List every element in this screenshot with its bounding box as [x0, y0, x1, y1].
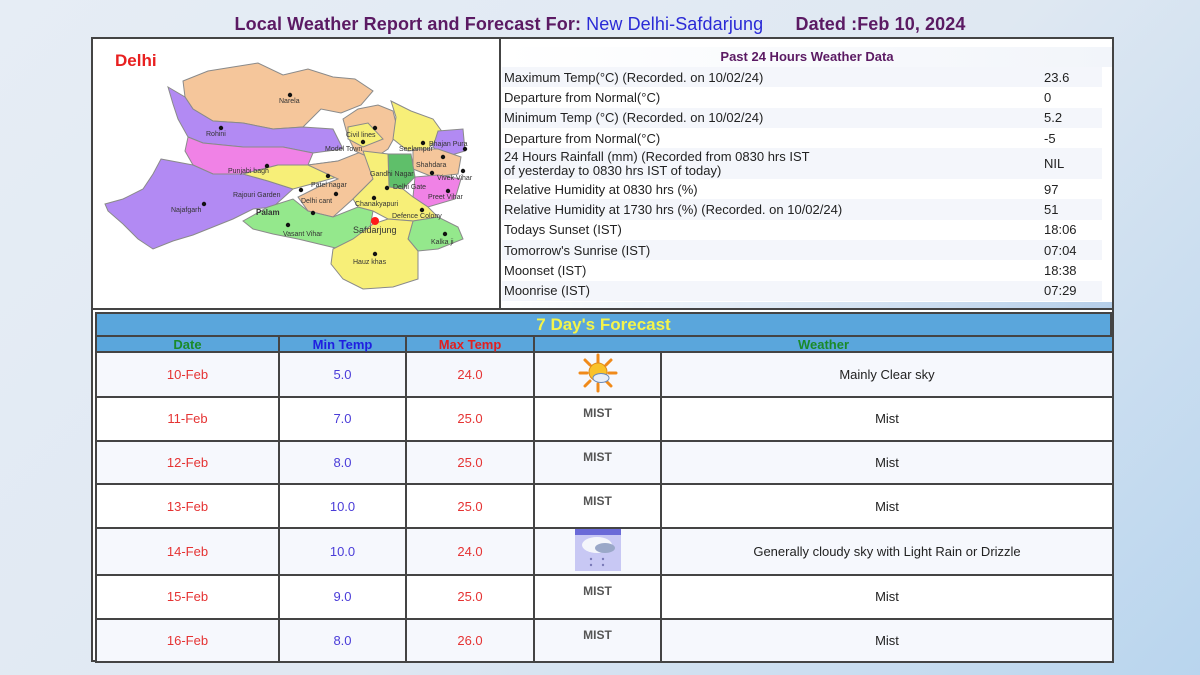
- svg-text:Delhi Gate: Delhi Gate: [393, 184, 427, 191]
- map-title: Delhi: [115, 51, 157, 70]
- past-row-moonset: Moonset (IST) 18:38: [504, 263, 1077, 279]
- station-name: New Delhi-Safdarjung: [586, 14, 764, 34]
- svg-text:Safdarjung: Safdarjung: [353, 225, 397, 235]
- svg-text:Defence Colony: Defence Colony: [392, 213, 442, 220]
- title-prefix: Local Weather Report and Forecast For:: [234, 14, 582, 34]
- forecast-row: 13-Feb 10.0 25.0 MIST Mist: [96, 484, 1113, 528]
- svg-text:Model Town: Model Town: [325, 146, 363, 153]
- safdarjung-marker: [371, 217, 379, 225]
- forecast-header-row: [96, 336, 1113, 352]
- forecast-row: 16-Feb 8.0 26.0 MIST Mist: [96, 619, 1113, 663]
- forecast-row: 14-Feb 10.0 24.0 Generally cloudy sky with Light Rain or Drizzle: [96, 528, 1113, 575]
- mist-icon: MIST: [534, 619, 661, 663]
- past-row-rainfall: 24 Hours Rainfall (mm) (Recorded from 0830 hrs IST of yesterday to 0830 hrs IST of today) NIL: [502, 148, 1102, 179]
- forecast-title: 7 Day's Forecast: [95, 312, 1112, 335]
- header-max-temp: Max Temp: [406, 336, 534, 352]
- report-date: Dated :Feb 10, 2024: [795, 14, 966, 34]
- svg-text:Rajouri Garden: Rajouri Garden: [233, 192, 281, 199]
- past-24-heading: Past 24 Hours Weather Data: [502, 47, 1112, 67]
- svg-text:Najafgarh: Najafgarh: [171, 207, 202, 214]
- header-weather: Weather: [534, 336, 1113, 352]
- svg-text:Shahdara: Shahdara: [416, 162, 447, 169]
- svg-text:Vivek Vihar: Vivek Vihar: [437, 175, 473, 182]
- svg-text:Palam: Palam: [256, 208, 280, 217]
- forecast-row: 10-Feb 5.0 24.0 Mainly Clear sky: [96, 352, 1113, 397]
- svg-text:Punjabi bagh: Punjabi bagh: [228, 168, 269, 175]
- header-min-temp: Min Temp: [279, 336, 406, 352]
- past-row-max-temp: Maximum Temp(°C) (Recorded. on 10/02/24) 23.6: [502, 67, 1102, 87]
- svg-text:Patel nagar: Patel nagar: [311, 182, 347, 189]
- past-row-sunrise: Tomorrow's Sunrise (IST) 07:04: [502, 240, 1102, 260]
- delhi-district-map-image: [93, 39, 501, 308]
- svg-text:Chanakyapuri: Chanakyapuri: [355, 201, 399, 208]
- mist-icon: MIST: [534, 441, 661, 485]
- forecast-table: [95, 335, 1114, 663]
- mist-icon: MIST: [534, 397, 661, 441]
- past-row-min-departure: Departure from Normal(°C) -5: [504, 130, 1056, 146]
- sun-cloud-icon: [534, 352, 661, 397]
- forecast-row: 12-Feb 8.0 25.0 MIST Mist: [96, 441, 1113, 485]
- page-title: [0, 14, 1200, 35]
- past-row-sunset: Todays Sunset (IST) 18:06: [504, 222, 1077, 238]
- seven-day-forecast: [95, 312, 1112, 663]
- svg-text:Rohini: Rohini: [206, 131, 226, 138]
- svg-text:Hauz khas: Hauz khas: [353, 259, 387, 266]
- forecast-row: 15-Feb 9.0 25.0 MIST Mist: [96, 575, 1113, 619]
- past-row-rh-1730: Relative Humidity at 1730 hrs (%) (Recorded. on 10/02/24) 51: [502, 199, 1102, 219]
- svg-text:Preet Vihar: Preet Vihar: [428, 194, 463, 201]
- past-row-rh-0830: Relative Humidity at 0830 hrs (%) 97: [504, 181, 1059, 197]
- forecast-row: 11-Feb 7.0 25.0 MIST Mist: [96, 397, 1113, 441]
- svg-text:Gandhi Nagar: Gandhi Nagar: [370, 171, 414, 178]
- delhi-map: [93, 39, 501, 308]
- past-row-max-departure: Departure from Normal(°C) 0: [504, 89, 1052, 105]
- past-row-moonrise: Moonrise (IST) 07:29: [502, 281, 1102, 301]
- past-24-table: [502, 67, 1102, 301]
- rain-cloud-icon: [534, 528, 661, 575]
- report-frame: [91, 37, 1114, 662]
- svg-text:Seelampur: Seelampur: [399, 146, 433, 153]
- mist-icon: MIST: [534, 575, 661, 619]
- svg-text:Narela: Narela: [279, 98, 300, 105]
- section-divider: [93, 308, 1112, 310]
- svg-text:Delhi cant: Delhi cant: [301, 198, 333, 205]
- past-24-hours-panel: [502, 39, 1112, 308]
- svg-text:Civil lines: Civil lines: [346, 132, 376, 139]
- svg-text:Bhajan Pura: Bhajan Pura: [429, 141, 468, 148]
- svg-text:Vasant Vihar: Vasant Vihar: [283, 231, 323, 238]
- svg-text:Kalka ji: Kalka ji: [431, 239, 454, 246]
- past-row-min-temp: Minimum Temp (°C) (Recorded. on 10/02/24) 5.2: [502, 108, 1102, 128]
- header-date: Date: [96, 336, 279, 352]
- mist-icon: MIST: [534, 484, 661, 528]
